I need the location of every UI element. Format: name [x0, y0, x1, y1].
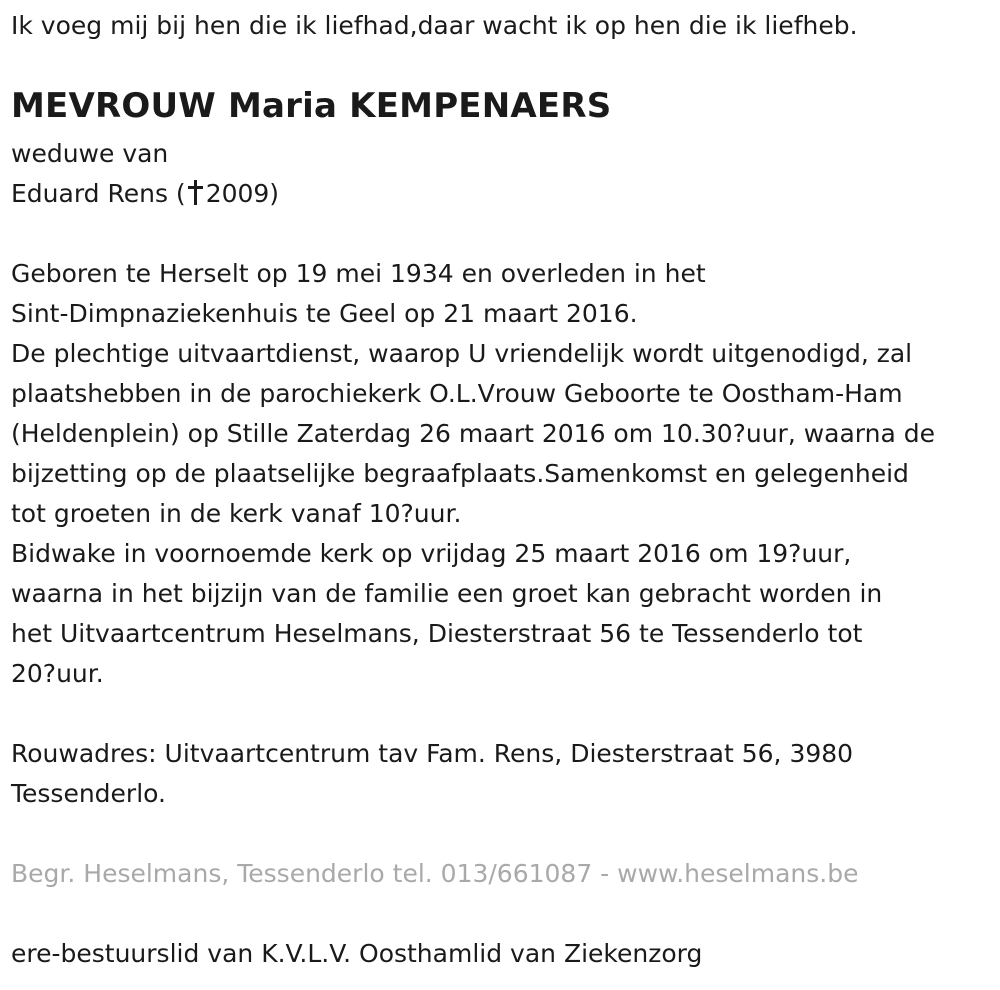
address-line: Tessenderlo.: [11, 779, 166, 808]
cross-icon: [188, 180, 202, 206]
motto-text: Ik voeg mij bij hen die ik liefhad,daar wacht ik op hen die ik liefheb.: [11, 11, 858, 40]
body-line: waarna in het bijzijn van de familie een groet kan gebracht worden in: [11, 579, 883, 608]
spouse-name: Eduard Rens (: [11, 179, 186, 208]
body-line: De plechtige uitvaartdienst, waarop U vriendelijk wordt uitgenodigd, zal: [11, 339, 913, 368]
body-line: Geboren te Herselt op 19 mei 1934 en overleden in het: [11, 259, 706, 288]
body-line: (Heldenplein) op Stille Zaterdag 26 maart 2016 om 10.30?uur, waarna de: [11, 419, 936, 448]
body-line: bijzetting op de plaatselijke begraafplaats.Samenkomst en gelegenheid: [11, 459, 909, 488]
body-line: Sint-Dimpnaziekenhuis te Geel op 21 maart 2016.: [11, 299, 638, 328]
body-line: Bidwake in voornoemde kerk op vrijdag 25 maart 2016 om 19?uur,: [11, 539, 852, 568]
spouse-info: [11, 134, 279, 214]
body-line: 20?uur.: [11, 659, 104, 688]
address-line: Rouwadres: Uitvaartcentrum tav Fam. Rens, Diesterstraat 56, 3980: [11, 739, 854, 768]
deceased-name: MEVROUW Maria KEMPENAERS: [11, 86, 612, 126]
memberships-text: ere-bestuurslid van K.V.L.V. Oosthamlid van Ziekenzorg: [11, 939, 703, 968]
spouse-line: [11, 174, 279, 214]
body-line: plaatshebben in de parochiekerk O.L.Vrouw Geboorte te Oostham-Ham: [11, 379, 903, 408]
widow-of-label: weduwe van: [11, 139, 169, 168]
funeral-home-info: Begr. Heselmans, Tessenderlo tel. 013/661087 - www.heselmans.be: [11, 859, 859, 888]
mourning-address: [11, 734, 853, 814]
body-line: tot groeten in de kerk vanaf 10?uur.: [11, 499, 462, 528]
body-line: het Uitvaartcentrum Heselmans, Diesterstraat 56 te Tessenderlo tot: [11, 619, 863, 648]
spouse-death-year: 2009): [205, 179, 280, 208]
notice-body: [11, 254, 935, 694]
